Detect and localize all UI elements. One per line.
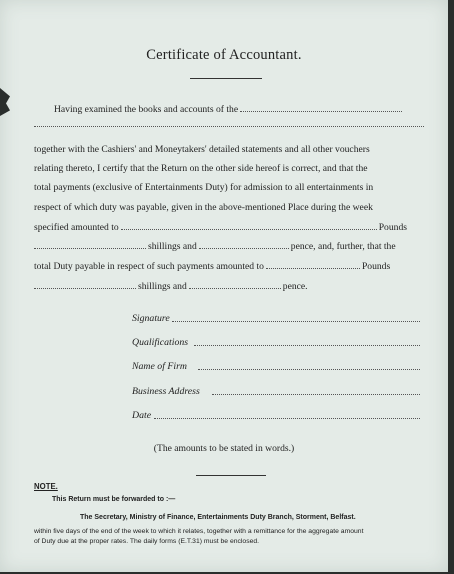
accounts-of-field-continued[interactable]: [34, 125, 424, 127]
accounts-of-field[interactable]: [240, 103, 402, 112]
address-field[interactable]: [212, 386, 420, 395]
paragraph-line-6: respect of which duty was payable, given in the above-mentioned Place during the week: [34, 202, 373, 213]
firm-field[interactable]: [198, 361, 420, 370]
paragraph-line-4: relating thereto, I certify that the Return on the other side hereof is correct, and that the: [34, 163, 368, 174]
pounds-label: Pounds: [361, 261, 391, 272]
total-payments-pence-field[interactable]: [199, 240, 289, 249]
paragraph-text: Having examined the books and accounts of the: [54, 104, 239, 115]
pounds-label: Pounds: [378, 222, 407, 233]
note-line-3: within five days of the end of the week to which it relates, together with a remittance for the aggregate amount: [34, 528, 364, 535]
date-label: Date: [132, 410, 152, 421]
duty-payable-shillings-field[interactable]: [34, 280, 136, 289]
qualifications-row: [132, 337, 188, 348]
note-heading: NOTE.: [34, 482, 58, 491]
shillings-label: shillings and: [138, 281, 187, 292]
paragraph-line-7: [34, 221, 424, 234]
pence-label: pence, and, further, that the: [290, 241, 396, 252]
address-row: [132, 386, 200, 397]
date-field[interactable]: [154, 410, 420, 419]
signature-row: [132, 313, 170, 324]
note-line-4: of Duty due at the proper rates. The daily forms (E.T.31) must be enclosed.: [34, 538, 260, 545]
signature-label: Signature: [132, 313, 170, 324]
paragraph-line-8: [34, 240, 424, 253]
paragraph-line-10: [34, 280, 424, 293]
paragraph-text: total Duty payable in respect of such payments amounted to: [34, 261, 264, 272]
page-title: Certificate of Accountant.: [146, 47, 302, 63]
paragraph-line-9: [34, 260, 424, 273]
total-payments-pounds-field[interactable]: [121, 221, 377, 230]
duty-payable-pounds-field[interactable]: [266, 260, 360, 269]
title-divider: [190, 78, 262, 79]
paragraph-text: specified amounted to: [34, 222, 119, 233]
paragraph-line-3: together with the Cashiers' and Moneytakers' detailed statements and all other vouchers: [34, 144, 370, 155]
firm-label: Name of Firm: [132, 361, 187, 372]
address-label: Business Address: [132, 386, 200, 397]
total-payments-shillings-field[interactable]: [34, 240, 146, 249]
firm-row: [132, 361, 187, 372]
paragraph-line-5: total payments (exclusive of Entertainments Duty) for admission to all entertainments in: [34, 182, 374, 193]
note-line-1: This Return must be forwarded to :—: [52, 496, 176, 503]
duty-payable-pence-field[interactable]: [189, 280, 281, 289]
paragraph-line-1: [54, 103, 444, 116]
qualifications-label: Qualifications: [132, 337, 189, 348]
qualifications-field[interactable]: [194, 337, 420, 346]
signature-field[interactable]: [172, 313, 420, 322]
note-address: The Secretary, Ministry of Finance, Entertainments Duty Branch, Storment, Belfast.: [80, 514, 356, 521]
date-row: [132, 410, 151, 421]
pence-label: pence.: [282, 281, 308, 292]
section-divider: [196, 475, 266, 476]
amounts-instruction: (The amounts to be stated in words.): [153, 443, 295, 454]
shillings-label: shillings and: [148, 241, 197, 252]
